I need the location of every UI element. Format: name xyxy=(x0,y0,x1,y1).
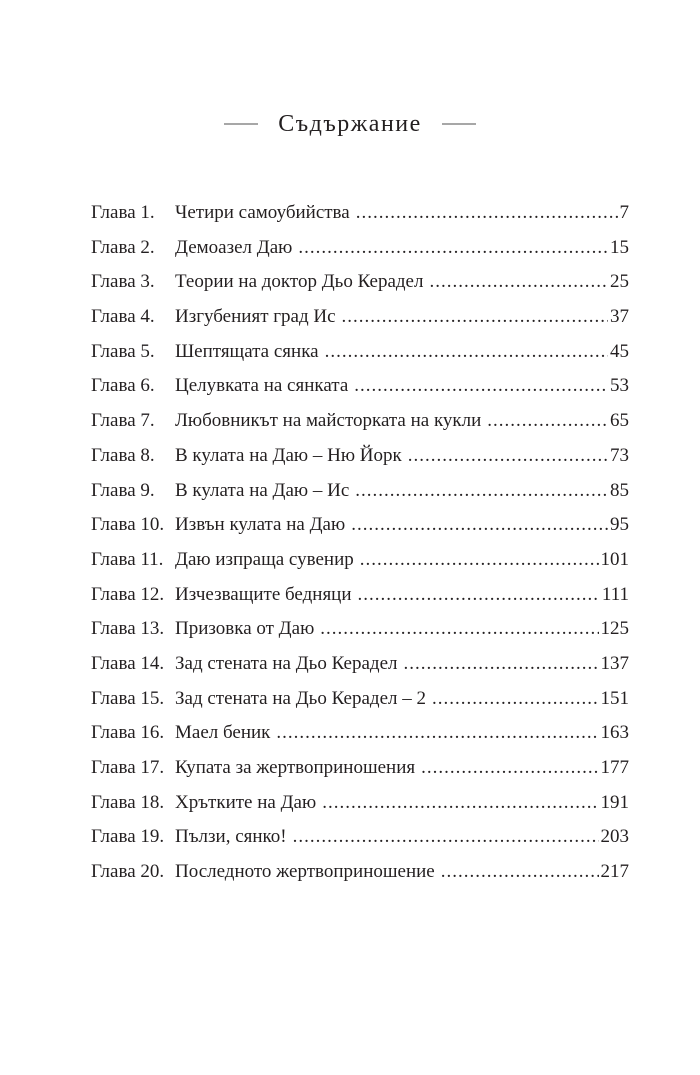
page-number: 137 xyxy=(600,652,629,674)
page-number: 73 xyxy=(610,444,629,466)
chapter-label: Глава 19. xyxy=(91,826,165,848)
toc-entry xyxy=(91,855,629,890)
toc-entry xyxy=(91,196,629,231)
page-number: 191 xyxy=(600,791,629,813)
chapter-entry xyxy=(175,786,599,821)
chapter-label: Глава 15. xyxy=(91,687,165,709)
dot-leader xyxy=(320,612,598,647)
chapter-entry xyxy=(175,265,608,300)
chapter-title: Извън кулата на Даю xyxy=(175,514,346,536)
chapter-entry xyxy=(175,682,599,717)
chapter-title: Даю изпраща сувенир xyxy=(175,548,354,570)
toc-entry xyxy=(91,439,629,474)
page-number: 151 xyxy=(600,687,629,709)
toc-entry xyxy=(91,820,629,855)
chapter-entry xyxy=(175,578,600,613)
page-number: 101 xyxy=(600,548,629,570)
toc-entry xyxy=(91,682,629,717)
chapter-label: Глава 14. xyxy=(91,652,165,674)
chapter-title: Призовка от Даю xyxy=(175,618,315,640)
chapter-entry xyxy=(175,716,599,751)
heading-left-rule xyxy=(224,123,258,125)
chapter-label: Глава 13. xyxy=(91,618,165,640)
chapter-title: Шептящата сянка xyxy=(175,340,319,362)
dot-leader xyxy=(355,474,608,509)
chapter-title: Последното жертвоприношение xyxy=(175,861,435,883)
chapter-entry xyxy=(175,196,618,231)
toc-entry xyxy=(91,543,629,578)
page-number: 65 xyxy=(610,410,629,432)
chapter-title: В кулата на Даю – Ис xyxy=(175,479,350,501)
page-number: 111 xyxy=(601,583,629,605)
dot-leader xyxy=(408,439,608,474)
dot-leader xyxy=(358,578,600,613)
chapter-entry xyxy=(175,820,599,855)
page-number: 95 xyxy=(610,514,629,536)
chapter-entry xyxy=(175,751,599,786)
chapter-entry xyxy=(175,439,608,474)
page-number: 163 xyxy=(600,722,629,744)
dot-leader xyxy=(356,196,618,231)
chapter-label: Глава 8. xyxy=(91,444,155,466)
chapter-title: Изгубеният град Ис xyxy=(175,306,336,328)
dot-leader xyxy=(322,786,598,821)
chapter-label: Глава 17. xyxy=(91,757,165,778)
chapter-title: Пълзи, сянко! xyxy=(175,826,287,848)
dot-leader xyxy=(298,231,608,266)
page-number: 53 xyxy=(610,375,629,397)
chapter-label: Глава 11. xyxy=(91,548,164,570)
dot-leader xyxy=(432,682,599,717)
chapter-title: Хрътките на Даю xyxy=(175,791,317,813)
chapter-title: Четири самоубийства xyxy=(175,202,350,223)
chapter-label: Глава 7. xyxy=(91,410,155,432)
chapter-label: Глава 9. xyxy=(91,479,155,501)
dot-leader xyxy=(441,855,599,890)
toc-entry xyxy=(91,716,629,751)
chapter-entry xyxy=(175,335,608,370)
chapter-label: Глава 3. xyxy=(91,271,155,293)
toc-entry xyxy=(91,508,629,543)
page-number: 177 xyxy=(600,757,629,778)
page-number: 217 xyxy=(600,861,629,883)
toc-entry xyxy=(91,751,629,786)
toc-entry xyxy=(91,335,629,370)
dot-leader xyxy=(429,265,608,300)
toc-entry xyxy=(91,578,629,613)
chapter-label: Глава 20. xyxy=(91,861,165,883)
page-number: 45 xyxy=(610,340,629,362)
dot-leader xyxy=(354,369,608,404)
page-number: 203 xyxy=(600,826,629,848)
toc-entry xyxy=(91,647,629,682)
dot-leader xyxy=(342,300,608,335)
page-number: 125 xyxy=(600,618,629,640)
page-number: 7 xyxy=(619,202,629,223)
dot-leader xyxy=(404,647,599,682)
chapter-entry xyxy=(175,369,608,404)
page-title: Съдържание xyxy=(278,110,422,137)
chapter-title: Теории на доктор Дьо Керадел xyxy=(175,271,424,293)
chapter-entry xyxy=(175,508,608,543)
chapter-label: Глава 6. xyxy=(91,375,155,397)
chapter-title: Любовникът на майсторката на кукли xyxy=(175,410,482,432)
chapter-label: Глава 5. xyxy=(91,340,155,362)
dot-leader xyxy=(293,820,599,855)
chapter-title: Целувката на сянката xyxy=(175,375,349,397)
page-number: 37 xyxy=(610,306,629,328)
chapter-label: Глава 12. xyxy=(91,583,165,605)
chapter-title: В кулата на Даю – Ню Йорк xyxy=(175,444,402,466)
chapter-label: Глава 18. xyxy=(91,791,165,813)
page-number: 25 xyxy=(610,271,629,293)
chapter-title: Демоазел Даю xyxy=(175,236,293,258)
page-number: 85 xyxy=(610,479,629,501)
dot-leader xyxy=(351,508,608,543)
chapter-label: Глава 2. xyxy=(91,236,155,258)
chapter-entry xyxy=(175,855,599,890)
chapter-entry xyxy=(175,404,608,439)
contents-heading xyxy=(0,104,700,144)
toc-entry xyxy=(91,265,629,300)
dot-leader xyxy=(276,716,598,751)
chapter-title: Маел беник xyxy=(175,722,271,744)
chapter-label: Глава 16. xyxy=(91,722,165,744)
chapter-label: Глава 4. xyxy=(91,306,155,328)
toc-entry xyxy=(91,231,629,266)
table-of-contents xyxy=(91,196,629,890)
page-number: 15 xyxy=(610,236,629,258)
toc-entry xyxy=(91,474,629,509)
toc-entry xyxy=(91,786,629,821)
dot-leader xyxy=(360,543,599,578)
chapter-title: Зад стената на Дьо Керадел – 2 xyxy=(175,687,426,709)
toc-entry xyxy=(91,612,629,647)
heading-right-rule xyxy=(442,123,476,125)
dot-leader xyxy=(487,404,608,439)
chapter-title: Зад стената на Дьо Керадел xyxy=(175,652,398,674)
chapter-label: Глава 10. xyxy=(91,514,165,536)
chapter-entry xyxy=(175,300,608,335)
toc-entry xyxy=(91,404,629,439)
chapter-title: Купата за жертвоприношения xyxy=(175,757,416,778)
chapter-entry xyxy=(175,647,599,682)
chapter-entry xyxy=(175,543,599,578)
toc-entry xyxy=(91,300,629,335)
chapter-entry xyxy=(175,231,608,266)
chapter-label: Глава 1. xyxy=(91,202,155,223)
dot-leader xyxy=(421,751,598,786)
dot-leader xyxy=(325,335,608,370)
chapter-title: Изчезващите бедняци xyxy=(175,583,352,605)
chapter-entry xyxy=(175,612,599,647)
toc-entry xyxy=(91,369,629,404)
chapter-entry xyxy=(175,474,608,509)
